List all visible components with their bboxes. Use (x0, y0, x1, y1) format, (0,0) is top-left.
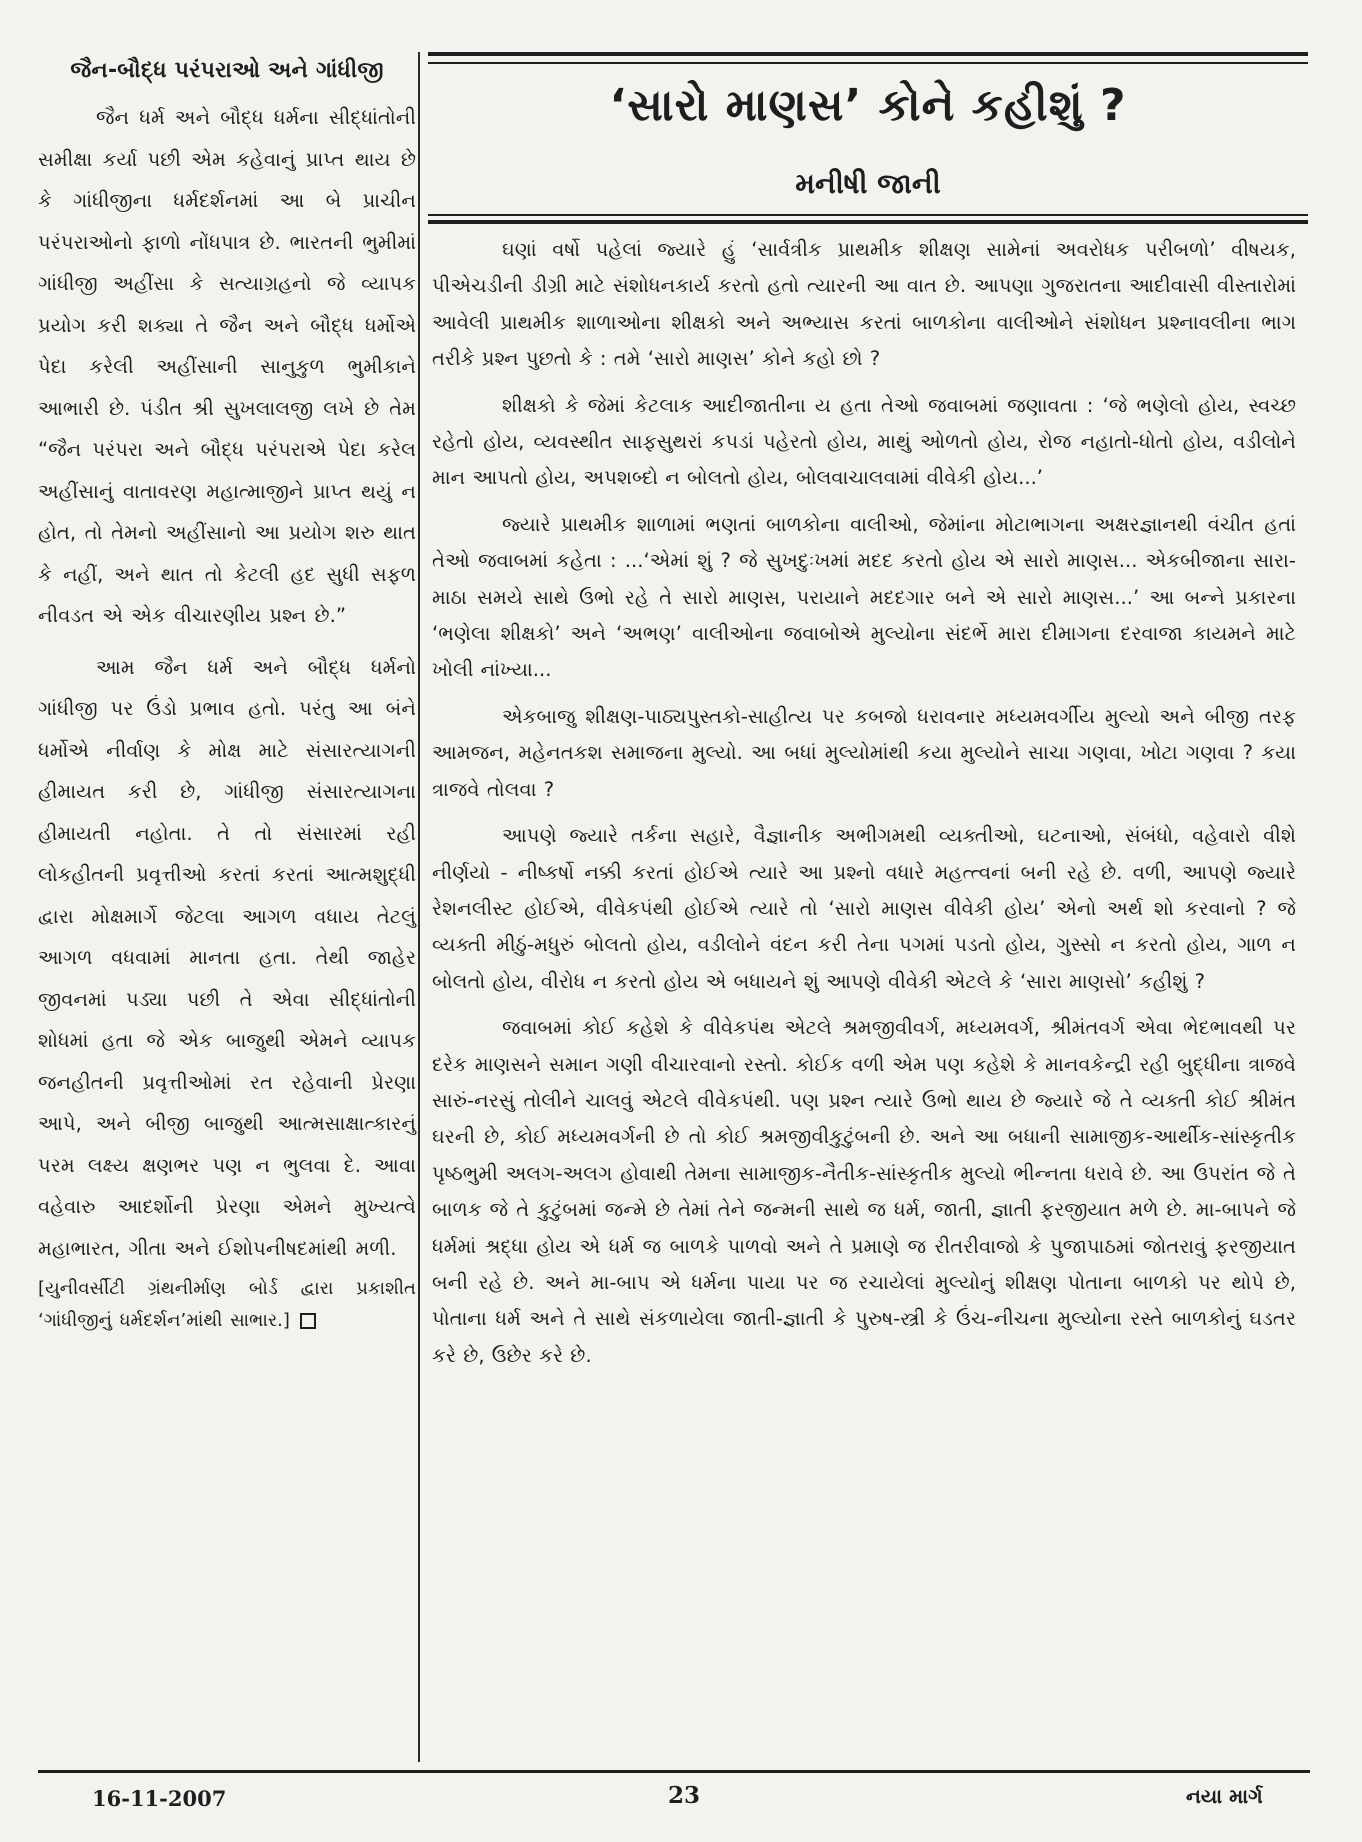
article-paragraph: શીક્ષકો કે જેમાં કેટલાક આદીજાતીના ય હતા તેઓ જવાબમાં જણાવતા : ‘જે ભણેલો હોય, સ્વચ્છ રહેતો હોય, વ્યવસ્થીત સાફસુથરાં કપડાં પહેરતો હોય, માથું ઓળતો હોય, રોજ નહાતો-ધોતો હોય, વડીલોને માન આપતો હોય, અપશબ્દો ન બોલતો હોય, બોલવાચાલવામાં વીવેકી હોય...’ (432, 393, 1296, 490)
column-divider (418, 52, 420, 1762)
publication-name: નયા માર્ગ (1186, 1784, 1263, 1808)
page-number: 23 (668, 1782, 701, 1809)
article-paragraph: આપણે જ્યારે તર્કના સહારે, વૈજ્ઞાનીક અભીગમથી વ્યક્તીઓ, ઘટનાઓ, સંબંધો, વહેવારો વીશે નીર્ણયો - નીષ્કર્ષો નક્કી કરતાં હોઈએ ત્યારે આ પ્રશ્નો વધારે મહત્ત્વનાં બની રહે છે. વળી, આપણે જ્યારે રેશનલીસ્ટ હોઈએ, વીવેકપંથી હોઈએ ત્યારે તો ‘સારો માણસ વીવેકી હોય’ એનો અર્થ શો કરવાનો ? જે વ્યક્તી મીઠું-મધુરું બોલતો હોય, વડીલોને વંદન કરી તેના પગમાં પડતો હોય, ગુસ્સો ન કરતો હોય, ગાળ ન બોલતો હોય, વીરોધ ન કરતો હોય એ બધાયને શું આપણે વીવેકી એટલે કે ‘સારા માણસો’ કહીશું ? (432, 824, 1296, 993)
article-paragraph: એકબાજુ શીક્ષણ-પાઠ્યપુસ્તકો-સાહીત્ય પર કબજો ધરાવનાર મધ્યમવર્ગીય મુલ્યો અને બીજી તરફ આમજન, મહેનતકશ સમાજના મુલ્યો. આ બધાં મુલ્યોમાંથી કયા મુલ્યોને સાચા ગણવા, ખોટા ગણવા ? કયા ત્રાજવે તોલવા ? (432, 704, 1296, 801)
article-author: મનીષી જાની (795, 167, 941, 200)
article-body (432, 232, 1296, 1374)
article-paragraph: ઘણાં વર્ષો પહેલાં જ્યારે હું ‘સાર્વત્રીક પ્રાથમીક શીક્ષણ સામેનાં અવરોધક પરીબળો’ વીષયક, પીએચડીની ડીગ્રી માટે સંશોધનકાર્ય કરતો હતો ત્યારની આ વાત છે. આપણા ગુજરાતના આદીવાસી વીસ્તારોમાં આવેલી પ્રાથમીક શાળાઓના શીક્ષકો અને અભ્યાસ કરતાં બાળકોના વાલીઓને સંશોધન પ્રશ્નાવલીના ભાગ તરીકે પ્રશ્ન પુછતો કે : તમે ‘સારો માણસ’ કોને કહો છો ? (432, 238, 1297, 371)
sidebar-paragraph: જૈન ધર્મ અને બૌદ્ધ ધર્મના સીદ્ધાંતોની સમીક્ષા કર્યા પછી એમ કહેવાનું પ્રાપ્ત થાય છે કે ગાંધીજીના ધર્મદર્શનમાં આ બે પ્રાચીન પરંપરાઓનો ફાળો નોંધપાત્ર છે. ભારતની ભુમીમાં ગાંધીજી અહીંસા કે સત્યાગ્રહનો જે વ્યાપક પ્રયોગ કરી શક્યા તે જૈન અને બૌદ્ધ ધર્મોએ પેદા કરેલી અહીંસાની સાનુકુળ ભુમીકાને આભારી છે. પંડીત શ્રી સુખલાલજી લખે છે તેમ “જૈન પરંપરા અને બૌદ્ધ પરંપરાએ પેદા કરેલ અહીંસાનું વાતાવરણ મહાત્માજીને પ્રાપ્ત થયું ન હોત, તો તેમનો અહીંસાનો આ પ્રયોગ શરુ થાત કે નહીં, અને થાત તો કેટલી હદ સુધી સફળ નીવડત એ એક વીચારણીય પ્રશ્ન છે.” (38, 106, 416, 627)
sidebar-article (38, 58, 416, 1337)
article-paragraph: જવાબમાં કોઈ કહેશે કે વીવેકપંથ એટલે શ્રમજીવીવર્ગ, મધ્યમવર્ગ, શ્રીમંતવર્ગ એવા ભેદભાવથી પર દરેક માણસને સમાન ગણી વીચારવાનો રસ્તો. કોઈક વળી એમ પણ કહેશે કે માનવકેન્દ્રી રહી બુદ્ધીના ત્રાજવે સારું-નરસું તોલીને ચાલવું એટલે વીવેકપંથી. પણ પ્રશ્ન ત્યારે ઉભો થાય છે જ્યારે જે તે વ્યક્તી કોઈ શ્રીમંત ઘરની છે, કોઈ મધ્યમવર્ગની છે તો કોઈ શ્રમજીવીકુટુંબની છે. અને આ બધાની સામાજીક-આર્થીક-સાંસ્કૃતીક પૃષ્ઠભુમી અલગ-અલગ હોવાથી તેમના સામાજીક-નૈતીક-સાંસ્કૃતીક મુલ્યો ભીન્નતા ધરાવે છે. આ ઉપરાંત જે તે બાળક જે તે કુટુંબમાં જન્મે છે તેમાં તેને જન્મની સાથે જ ધર્મ, જાતી, જ્ઞાતી ફરજીયાત મળે છે. મા-બાપને જે ધર્મમાં શ્રદ્ધા હોય એ ધર્મ જ બાળકે પાળવો અને તે પ્રમાણે જ રીતરીવાજો કે પુજાપાઠમાં જોતરાવું ફરજીયાત બની રહે છે. અને મા-બાપ એ ધર્મના પાયા પર જ રચાયેલાં મુલ્યોનું શીક્ષણ પોતાના બાળકો પર થોપે છે, પોતાના ધર્મ અને તે સાથે સંકળાયેલા જાતી-જ્ઞાતી કે પુરુષ-સ્ત્રી કે ઉંચ-નીચના મુલ્યોના રસ્તે બાળકોનું ઘડતર કરે છે, ઉછેર કરે છે. (432, 1016, 1296, 1367)
sidebar-credit (38, 1273, 416, 1337)
article-headline: ‘સારો માણસ’ કોને કહીશું ? (609, 80, 1127, 131)
sidebar-credit-text: [યુનીવર્સીટી ગ્રંથનીર્માણ બોર્ડ દ્વારા પ્રકાશીત ‘ગાંધીજીનું ધર્મદર્શન’માંથી સાભાર.] (38, 1278, 416, 1331)
end-mark-icon (300, 1313, 316, 1329)
sidebar-title: જૈન-બૌદ્ધ પરંપરાઓ અને ગાંધીજી (70, 58, 384, 83)
headline-top-rule (428, 52, 1308, 64)
article-paragraph: જ્યારે પ્રાથમીક શાળામાં ભણતાં બાળકોના વાલીઓ, જેમાંના મોટાભાગના અક્ષરજ્ઞાનથી વંચીત હતાં તેઓ જવાબમાં કહેતા : ...‘એમાં શું ? જે સુખદુઃખમાં મદદ કરતો હોય એ સારો માણસ... એકબીજાના સારા-માઠા સમયે સાથે ઉભો રહે તે સારો માણસ, પરાયાને મદદગાર બને એ સારો માણસ...’ આ બન્ને પ્રકારના ‘ભણેલા શીક્ષકો’ અને ‘અભણ’ વાલીઓના જવાબોએ મુલ્યોના સંદર્ભે મારા દીમાગના દરવાજા કાયમને માટે ખોલી નાંખ્યા... (432, 512, 1296, 682)
footer-date: 16-11-2007 (92, 1786, 227, 1811)
headline-bottom-rule (428, 214, 1308, 224)
sidebar-paragraph: આમ જૈન ધર્મ અને બૌદ્ધ ધર્મનો ગાંધીજી પર ઉંડો પ્રભાવ હતો. પરંતુ આ બંને ધર્મોએ નીર્વાણ કે મોક્ષ માટે સંસારત્યાગની હીમાયત કરી છે, ગાંધીજી સંસારત્યાગના હીમાયતી નહોતા. તે તો સંસારમાં રહી લોકહીતની પ્રવૃત્તીઓ કરતાં કરતાં આત્મશુદ્ધી દ્વારા મોક્ષમાર્ગે જેટલા આગળ વધાય તેટલું આગળ વધવામાં માનતા હતા. તેથી જાહેર જીવનમાં પડ્યા પછી તે એવા સીદ્ધાંતોની શોધમાં હતા જે એક બાજુથી એમને વ્યાપક જનહીતની પ્રવૃત્તીઓમાં રત રહેવાની પ્રેરણા આપે, અને બીજી બાજુથી આત્મસાક્ષાત્કારનું પરમ લક્ષ્ય ક્ષણભર પણ ન ભુલવા દે. આવા વહેવારુ આદર્શોની પ્રેરણા એમને મુખ્યત્વે મહાભારત, ગીતા અને ઈશોપનીષદમાંથી મળી. (38, 655, 416, 1260)
footer-rule (38, 1770, 1310, 1773)
